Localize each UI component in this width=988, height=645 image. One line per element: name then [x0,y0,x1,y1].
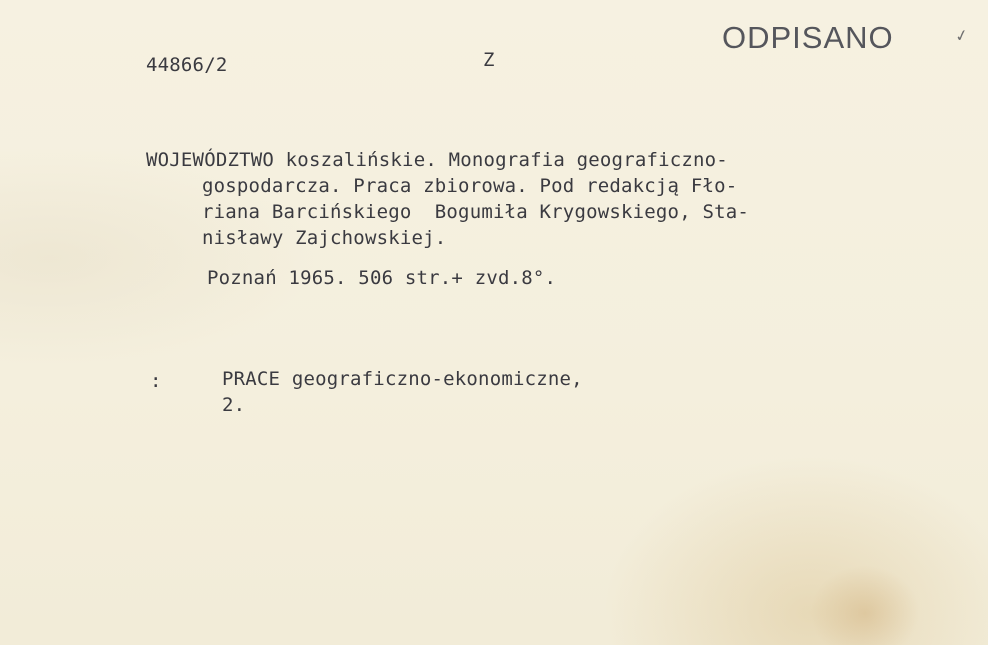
checkmark-icon: ✓ [953,24,971,47]
entry-line-2: gospodarcza. Praca zbiorowa. Pod redakcją Fło- [202,175,738,197]
entry-line-4: nisławy Zajchowskiej. [202,227,447,249]
catalog-mark: Z [483,49,495,71]
odpisano-stamp: ODPISANO [722,20,894,55]
entry-line-1: WOJEWÓDZTWO koszalińskie. Monografia geograficzno- [146,149,728,171]
imprint-line: Poznań 1965. 506 str.+ zvd.8°. [207,267,557,289]
entry-line-3: riana Barcińskiego Bogumiła Krygowskiego, Sta- [202,201,750,223]
series-marker: : [150,370,162,392]
series-line-1: PRACE geograficzno-ekonomiczne, [222,368,583,390]
paper-stain [810,565,920,645]
call-number: 44866/2 [146,54,228,76]
series-line-2: 2. [222,394,246,416]
